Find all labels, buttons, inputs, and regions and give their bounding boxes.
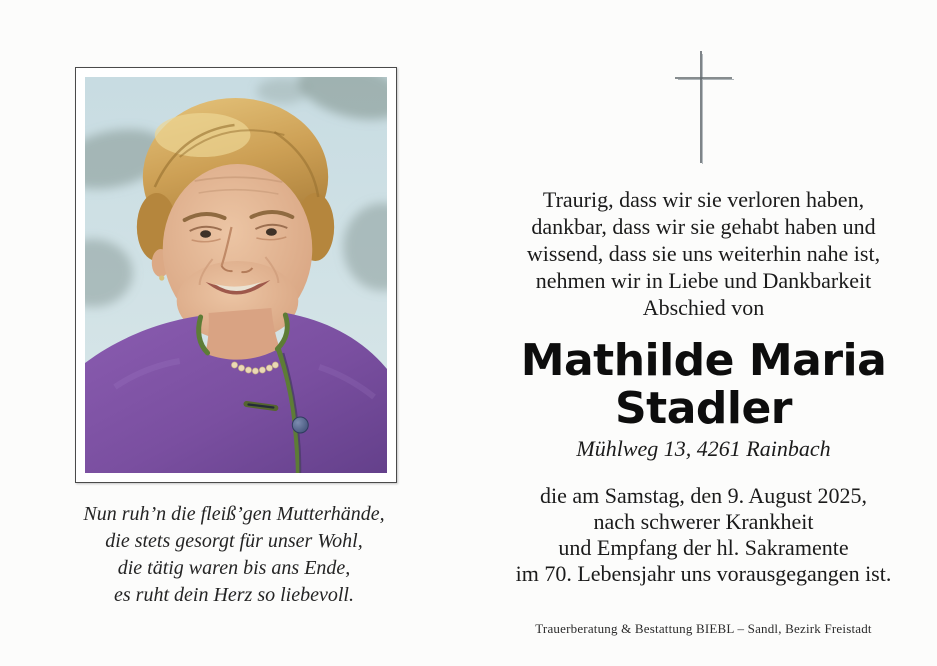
intro-text	[470, 186, 937, 321]
name-line-1: Mathilde Maria	[520, 335, 887, 386]
name-line-2: Stadler	[614, 383, 793, 434]
memorial-verse	[38, 501, 430, 609]
verse-line: Nun ruh’n die fleiß’gen Mutterhände,	[83, 503, 385, 525]
intro-line: nehmen wir in Liebe und Dankbarkeit	[535, 268, 872, 293]
intro-line: wissend, dass sie uns weiterhin nahe ist,	[526, 241, 881, 266]
details-line: nach schwerer Krankheit	[593, 509, 814, 534]
details-line: die am Samstag, den 9. August 2025,	[540, 483, 867, 508]
intro-line: dankbar, dass wir sie gehabt haben und	[531, 214, 876, 239]
jacket-button	[292, 417, 308, 433]
details-line: und Empfang der hl. Sakramente	[558, 535, 849, 560]
intro-line: Traurig, dass wir sie verloren haben,	[542, 187, 865, 212]
intro-line: Abschied von	[642, 295, 765, 320]
verse-line: die stets gesorgt für unser Wohl,	[105, 530, 363, 552]
cross-icon	[666, 46, 738, 168]
verse-line: die tätig waren bis ans Ende,	[117, 557, 351, 579]
death-details	[470, 483, 937, 587]
photo-frame	[75, 67, 397, 483]
deceased-address: Mühlweg 13, 4261 Rainbach	[576, 436, 831, 461]
deceased-name	[470, 337, 937, 433]
portrait-photo	[85, 77, 387, 473]
verse-line: es ruht dein Herz so liebevoll.	[114, 584, 354, 606]
details-line: im 70. Lebensjahr uns vorausgegangen ist.	[515, 561, 892, 586]
funeral-home-footer: Trauerberatung & Bestattung BIEBL – Sandl, Bezirk Freistadt	[535, 621, 872, 636]
